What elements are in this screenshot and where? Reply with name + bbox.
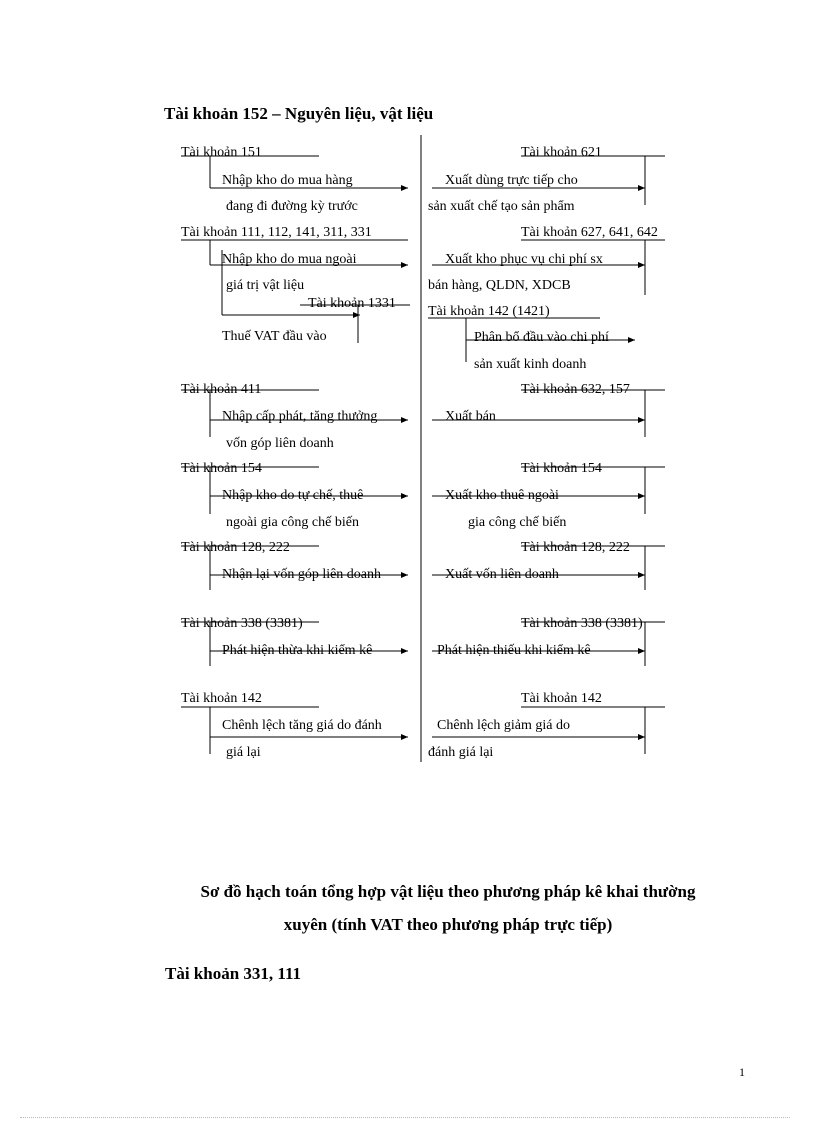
right-desc: Xuất kho phục vụ chi phí sx	[445, 252, 603, 267]
left-sub-desc: Thuế VAT đầu vào	[222, 329, 327, 344]
right-desc: Xuất dùng trực tiếp cho	[445, 173, 578, 188]
right-sub-account-142: Tài khoản 142 (1421)	[428, 304, 550, 319]
right-account-338: Tài khoản 338 (3381)	[521, 616, 643, 631]
left-desc: Nhập kho do tự chế, thuê	[222, 488, 364, 503]
left-desc: giá lại	[226, 745, 261, 760]
diagram-caption-line1: Sơ đồ hạch toán tổng hợp vật liệu theo phương pháp kê khai thường	[200, 882, 696, 901]
left-desc: giá trị vật liệu	[226, 278, 305, 293]
right-desc: Xuất vốn liên doanh	[445, 567, 559, 582]
right-desc: gia công chế biến	[468, 515, 567, 530]
right-sub-desc: sản xuất kinh doanh	[474, 357, 587, 372]
left-desc: vốn góp liên doanh	[226, 436, 334, 451]
right-account-154: Tài khoản 154	[521, 461, 602, 476]
diagram-title: Tài khoản 152 – Nguyên liệu, vật liệu	[164, 104, 434, 123]
left-sub-account-1331: Tài khoản 1331	[308, 296, 396, 311]
left-desc: Nhận lại vốn góp liên doanh	[222, 567, 382, 582]
right-account-621: Tài khoản 621	[521, 145, 602, 160]
left-desc: Phát hiện thừa khi kiểm kê	[222, 643, 373, 658]
right-desc: đánh giá lại	[428, 745, 494, 760]
left-desc: Chênh lệch tăng giá do đánh	[222, 718, 382, 733]
right-desc: Phát hiện thiếu khi kiểm kê	[437, 643, 591, 658]
right-account-627: Tài khoản 627, 641, 642	[521, 225, 658, 240]
right-desc: Chênh lệch giảm giá do	[437, 718, 570, 733]
page-bottom-divider	[20, 1117, 790, 1118]
left-desc: Nhập kho do mua ngoài	[222, 252, 357, 267]
left-desc: Nhập cấp phát, tăng thưởng	[222, 409, 378, 424]
bottom-heading: Tài khoản 331, 111	[165, 964, 302, 983]
right-desc: sản xuất chế tạo sản phẩm	[428, 199, 575, 214]
left-account-128: Tài khoản 128, 222	[181, 540, 290, 555]
left-account-142: Tài khoản 142	[181, 691, 262, 706]
right-desc: Xuất bán	[445, 409, 496, 424]
right-account-128: Tài khoản 128, 222	[521, 540, 630, 555]
right-desc: Xuất kho thuê ngoài	[445, 488, 559, 503]
left-desc: ngoài gia công chế biến	[226, 515, 359, 530]
left-account-151: Tài khoản 151	[181, 145, 262, 160]
diagram-caption-line2: xuyên (tính VAT theo phương pháp trực tiếp)	[283, 915, 613, 934]
left-account-154: Tài khoản 154	[181, 461, 262, 476]
left-account-411: Tài khoản 411	[181, 382, 262, 397]
left-desc: Nhập kho do mua hàng	[222, 173, 353, 188]
page-number: 1	[739, 1065, 745, 1079]
right-account-142: Tài khoản 142	[521, 691, 602, 706]
left-account-111: Tài khoản 111, 112, 141, 311, 331	[181, 225, 372, 240]
right-desc: bán hàng, QLDN, XDCB	[428, 278, 571, 293]
right-sub-desc: Phân bổ đầu vào chi phí	[474, 330, 609, 345]
left-desc: đang đi đường kỳ trước	[226, 199, 358, 214]
left-account-338: Tài khoản 338 (3381)	[181, 616, 303, 631]
right-account-632: Tài khoản 632, 157	[521, 382, 630, 397]
